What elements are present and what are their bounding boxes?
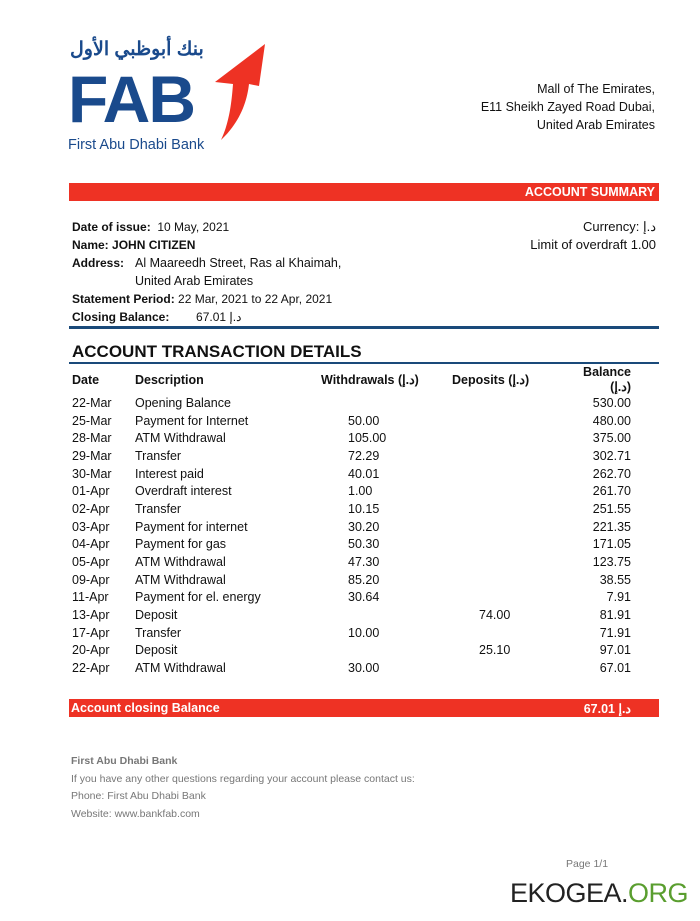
cell-balance: 375.00 (592, 431, 631, 446)
address-label: Address: (72, 256, 125, 270)
cell-deposit (449, 447, 565, 465)
table-row (69, 465, 634, 483)
cell-description: Transfer (135, 448, 182, 463)
cell-date: 05-Apr (72, 555, 110, 570)
cell-balance: 221.35 (592, 519, 631, 534)
table-row (69, 642, 634, 660)
table-row (69, 553, 634, 571)
cell-description: Payment for Internet (135, 413, 249, 428)
cell-withdrawal: 72.29 (348, 448, 380, 463)
cell-withdrawal: 10.15 (348, 501, 380, 516)
table-row (69, 589, 634, 607)
closing-label: Closing Balance: (72, 310, 170, 324)
account-summary-bar (69, 183, 659, 201)
cell-balance: 480.00 (592, 413, 631, 428)
cell-date: 09-Apr (72, 572, 110, 587)
cell-withdrawal (318, 642, 449, 660)
cell-deposit (449, 624, 565, 642)
cell-description: ATM Withdrawal (135, 572, 226, 587)
cell-description: Transfer (135, 625, 182, 640)
cell-description: ATM Withdrawal (135, 431, 226, 446)
cell-withdrawal (318, 606, 449, 624)
cell-withdrawal: 1.00 (348, 484, 373, 499)
cell-deposit: 25.10 (479, 643, 511, 658)
col-deposits: Deposits (د.إ) (452, 373, 530, 387)
cell-deposit (449, 589, 565, 607)
table-row (69, 394, 634, 412)
customer-address-line: United Arab Emirates (135, 274, 254, 288)
col-balance: Balance (د.إ) (583, 365, 631, 394)
table-row (69, 518, 634, 536)
divider (69, 326, 659, 329)
cell-withdrawal: 105.00 (348, 431, 387, 446)
cell-date: 22-Mar (72, 395, 112, 410)
cell-date: 30-Mar (72, 466, 112, 481)
cell-deposit (449, 500, 565, 518)
period-label: Statement Period: (72, 292, 175, 306)
page-number: Page 1/1 (566, 858, 609, 870)
cell-date: 20-Apr (72, 643, 110, 658)
cell-description: Deposit (135, 643, 178, 658)
overdraft-limit: Limit of overdraft 1.00 (530, 237, 656, 252)
logo-arabic-text: بنك أبوظبي الأول (70, 39, 204, 60)
customer-address-line: Al Maareedh Street, Ras al Khaimah, (135, 256, 342, 270)
table-row (69, 447, 634, 465)
table-row (69, 606, 634, 624)
account-info (72, 218, 341, 326)
cell-description: Interest paid (135, 466, 204, 481)
col-withdrawals: Withdrawals (د.إ) (321, 373, 419, 387)
cell-balance: 123.75 (592, 555, 631, 570)
cell-balance: 81.91 (599, 608, 631, 623)
cell-description: Opening Balance (135, 395, 231, 410)
logo-arrow-icon (205, 42, 267, 142)
cell-date: 11-Apr (72, 590, 109, 605)
cell-deposit (449, 571, 565, 589)
cell-date: 22-Apr (72, 661, 110, 676)
footer-question: If you have any other questions regarding your account please contact us: (71, 773, 415, 785)
closing-balance-bar (69, 699, 659, 717)
cell-withdrawal: 40.01 (348, 466, 380, 481)
cell-description: Transfer (135, 501, 182, 516)
address-line: United Arab Emirates (536, 118, 655, 132)
cell-balance: 251.55 (592, 501, 631, 516)
cell-withdrawal: 85.20 (348, 572, 380, 587)
cell-date: 29-Mar (72, 448, 112, 463)
cell-withdrawal: 30.00 (348, 661, 380, 676)
cell-date: 04-Apr (72, 537, 110, 552)
table-row (69, 500, 634, 518)
cell-withdrawal: 50.00 (348, 413, 380, 428)
footer-bank-name: First Abu Dhabi Bank (71, 755, 178, 767)
cell-description: Payment for gas (135, 537, 227, 552)
date-of-issue: 10 May, 2021 (157, 220, 230, 234)
cell-withdrawal: 50.30 (348, 537, 380, 552)
cell-withdrawal: 30.20 (348, 519, 380, 534)
transactions-table (69, 365, 634, 677)
address-line: E11 Sheikh Zayed Road Dubai, (480, 100, 655, 114)
fab-logo: FAB (68, 62, 194, 136)
watermark-part1: EKOGEA. (509, 878, 628, 908)
col-description: Description (135, 372, 204, 387)
branch-address (481, 80, 655, 134)
cell-deposit (449, 553, 565, 571)
col-date: Date (72, 372, 100, 387)
cell-deposit (449, 465, 565, 483)
cell-deposit: 74.00 (479, 608, 511, 623)
cell-description: ATM Withdrawal (135, 661, 226, 676)
cell-balance: 67.01 (599, 661, 631, 676)
table-row (69, 659, 634, 677)
cell-balance: 71.91 (599, 625, 631, 640)
closing-balance-label: Account closing Balance (71, 701, 220, 715)
table-row (69, 482, 634, 500)
footer-phone: Phone: First Abu Dhabi Bank (71, 790, 206, 802)
cell-date: 01-Apr (72, 484, 110, 499)
cell-deposit (449, 659, 565, 677)
cell-description: Overdraft interest (135, 484, 232, 499)
cell-date: 17-Apr (72, 625, 110, 640)
currency: Currency: د.إ (583, 219, 656, 234)
cell-balance: 530.00 (592, 395, 631, 410)
cell-withdrawal: 30.64 (348, 590, 380, 605)
watermark (510, 878, 688, 909)
cell-deposit (449, 518, 565, 536)
cell-description: Payment for el. energy (135, 590, 261, 605)
table-header-row (69, 365, 634, 394)
cell-deposit (449, 394, 565, 412)
closing-balance-value: 67.01 د.إ (583, 702, 631, 716)
table-row (69, 412, 634, 430)
cell-date: 02-Apr (72, 501, 110, 516)
table-row (69, 571, 634, 589)
cell-balance: 171.05 (592, 537, 631, 552)
name-label: Name: (72, 238, 109, 252)
cell-balance: 7.91 (606, 590, 631, 605)
footer-website: Website: www.bankfab.com (71, 808, 200, 820)
date-label: Date of issue: (72, 220, 151, 234)
divider (69, 362, 659, 364)
cell-date: 13-Apr (72, 608, 110, 623)
cell-description: Payment for internet (135, 519, 248, 534)
cell-deposit (449, 536, 565, 554)
cell-deposit (449, 412, 565, 430)
cell-balance: 38.55 (599, 572, 631, 587)
account-summary-label: ACCOUNT SUMMARY (524, 185, 655, 199)
account-meta (530, 218, 656, 254)
cell-date: 25-Mar (72, 413, 112, 428)
table-row (69, 429, 634, 447)
cell-balance: 97.01 (599, 643, 631, 658)
statement-period: 22 Mar, 2021 to 22 Apr, 2021 (178, 292, 333, 306)
cell-deposit (449, 482, 565, 500)
cell-withdrawal: 10.00 (348, 625, 380, 640)
customer-name: JOHN CITIZEN (112, 238, 196, 252)
cell-deposit (449, 429, 565, 447)
table-row (69, 536, 634, 554)
cell-balance: 261.70 (592, 484, 631, 499)
cell-balance: 262.70 (592, 466, 631, 481)
cell-description: ATM Withdrawal (135, 555, 226, 570)
watermark-part2: ORG (627, 878, 688, 908)
logo-bank-name: First Abu Dhabi Bank (68, 137, 205, 153)
cell-date: 28-Mar (72, 431, 112, 446)
transactions-title: ACCOUNT TRANSACTION DETAILS (72, 342, 362, 361)
closing-balance: 67.01 د.إ (196, 310, 242, 324)
table-row (69, 624, 634, 642)
cell-description: Deposit (135, 608, 178, 623)
cell-date: 03-Apr (72, 519, 110, 534)
address-line: Mall of The Emirates, (537, 82, 655, 96)
cell-withdrawal: 47.30 (348, 555, 380, 570)
cell-balance: 302.71 (592, 448, 631, 463)
cell-withdrawal (318, 394, 449, 412)
